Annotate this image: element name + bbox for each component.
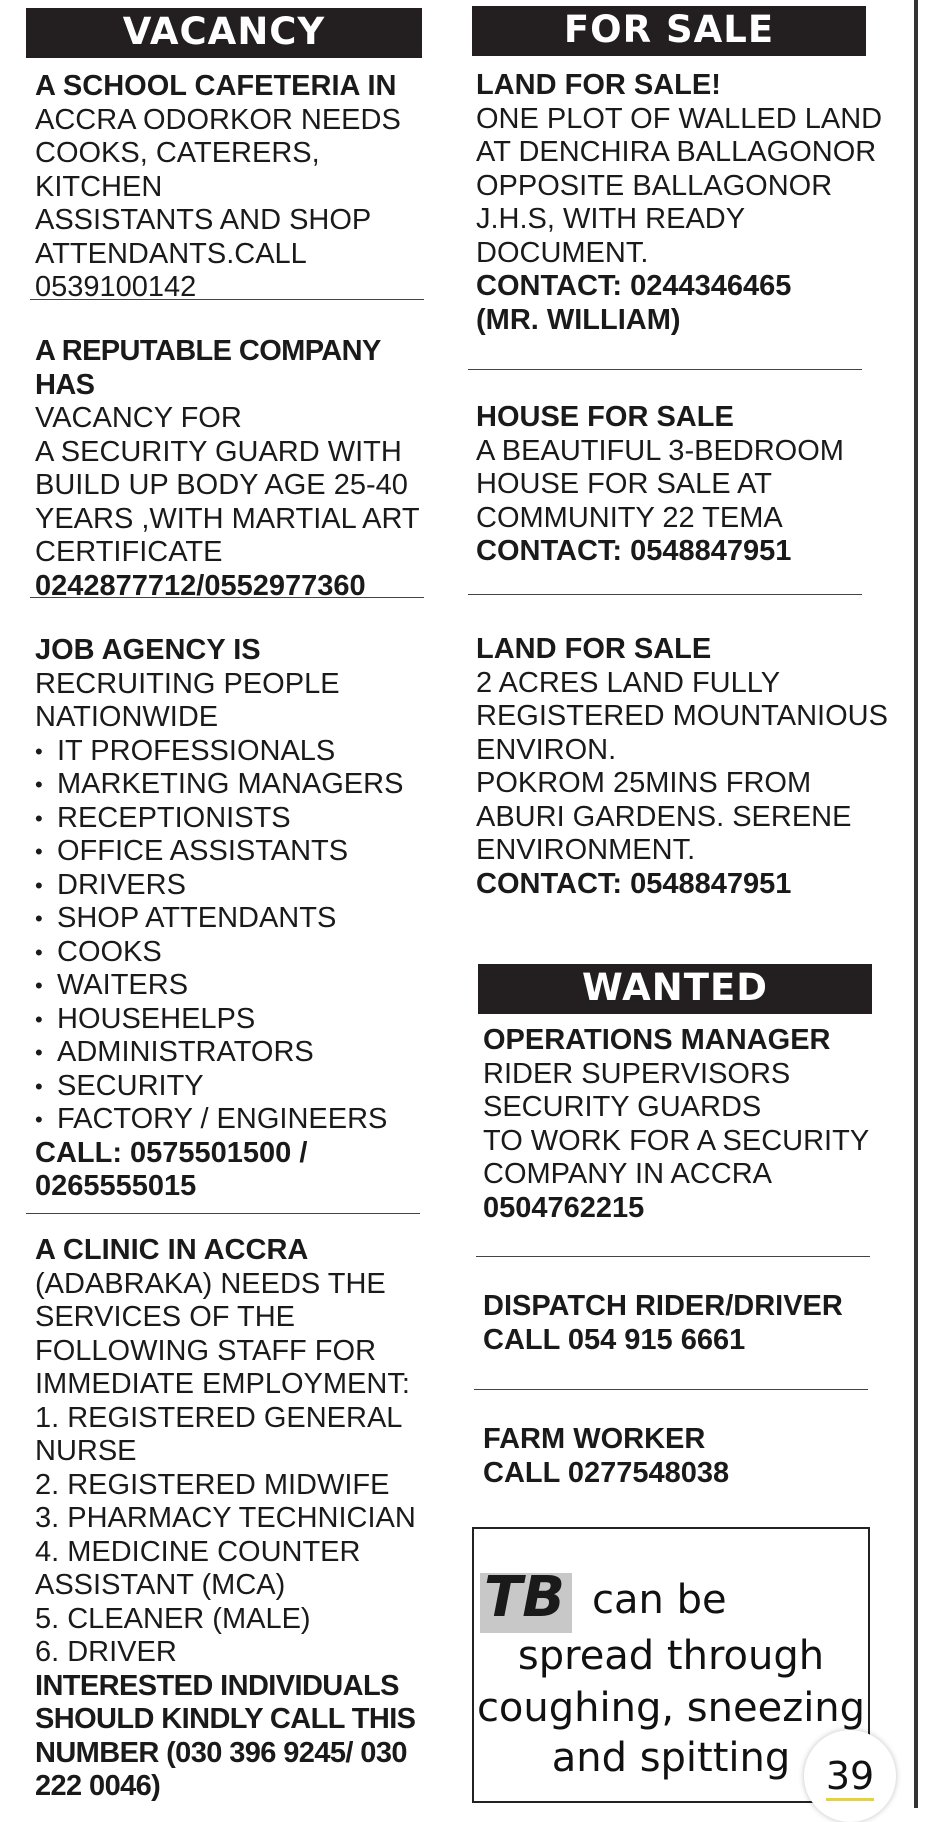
ad-line: 6. DRIVER: [35, 1636, 177, 1668]
ad-contact: NUMBER (030 396 9245/ 030: [35, 1736, 407, 1769]
ad-line: YEARS ,WITH MARTIAL ART: [35, 502, 420, 535]
ad-house-tema: [476, 401, 896, 569]
role-list: [35, 735, 435, 1137]
divider: [468, 594, 862, 595]
role-item: • ADMINISTRATORS: [35, 1036, 435, 1070]
ad-school-cafeteria: [35, 70, 435, 305]
role-item: • DRIVERS: [35, 869, 435, 903]
role-item: • FACTORY / ENGINEERS: [35, 1103, 435, 1137]
ad-farm-worker: [483, 1423, 903, 1490]
role-item: • OFFICE ASSISTANTS: [35, 835, 435, 869]
ad-line: A BEAUTIFUL 3-BEDROOM: [476, 434, 844, 467]
ad-line: POKROM 25MINS FROM: [476, 767, 812, 799]
ad-contact: SHOULD KINDLY CALL THIS: [35, 1703, 416, 1735]
ad-line: AT DENCHIRA BALLAGONOR: [476, 136, 877, 168]
ad-line: A SECURITY GUARD WITH: [35, 435, 402, 468]
wanted-header: WANTED: [478, 964, 872, 1014]
ad-contact: INTERESTED INDIVIDUALS: [35, 1669, 399, 1702]
ad-contact: CONTACT: 0548847951: [476, 535, 792, 567]
ad-title: LAND FOR SALE!: [476, 69, 721, 101]
divider: [30, 597, 424, 598]
tb-title: TB: [484, 1565, 565, 1630]
ad-line: 2 ACRES LAND FULLY: [476, 666, 781, 699]
divider: [26, 1213, 420, 1214]
divider: [30, 299, 424, 300]
tb-line: spread through: [517, 1633, 825, 1679]
ad-line: J.H.S, WITH READY: [476, 203, 746, 235]
ad-line: ENVIRON.: [476, 733, 617, 766]
page-edge: [914, 0, 918, 1808]
ad-title: A SCHOOL CAFETERIA IN: [35, 70, 397, 102]
for-sale-header: FOR SALE: [472, 6, 866, 56]
role-item: • SHOP ATTENDANTS: [35, 902, 435, 936]
ad-dispatch-rider: [483, 1290, 903, 1357]
ad-line: VACANCY FOR: [35, 402, 242, 434]
ad-job-agency: [35, 634, 435, 1204]
ad-clinic: [35, 1234, 435, 1804]
ad-line: ASSISTANTS AND SHOP: [35, 204, 372, 236]
ad-title: A CLINIC IN ACCRA: [35, 1234, 309, 1266]
ad-line: RIDER SUPERVISORS: [483, 1057, 791, 1090]
ad-contact: 0265555015: [35, 1170, 197, 1202]
ad-title: A REPUTABLE COMPANY HAS: [35, 335, 381, 401]
ad-line: 2. REGISTERED MIDWIFE: [35, 1468, 390, 1501]
ad-line: 5. CLEANER (MALE): [35, 1602, 311, 1635]
ad-line: ACCRA ODORKOR NEEDS: [35, 103, 401, 136]
ad-line: NURSE: [35, 1435, 137, 1467]
vacancy-header: VACANCY: [26, 8, 422, 58]
ad-line: ONE PLOT OF WALLED LAND: [476, 102, 883, 135]
ad-line: COMPANY IN ACCRA: [483, 1158, 772, 1190]
ad-land-denchira: [476, 69, 896, 337]
ad-contact: CONTACT: 0548847951: [476, 867, 792, 900]
role-item: • MARKETING MANAGERS: [35, 768, 435, 802]
ad-title: HOUSE FOR SALE: [476, 401, 734, 433]
ad-line: CERTIFICATE: [35, 536, 223, 568]
divider: [468, 369, 862, 370]
divider: [476, 1256, 870, 1257]
ad-contact: CALL: 0575501500 /: [35, 1136, 308, 1169]
ad-line: ATTENDANTS.CALL: [35, 237, 307, 270]
ad-line: NATIONWIDE: [35, 701, 219, 733]
ad-land-pokrom: [476, 633, 896, 901]
role-item: • WAITERS: [35, 969, 435, 1003]
ad-line: 3. PHARMACY TECHNICIAN: [35, 1502, 416, 1534]
tb-line: can be: [592, 1577, 727, 1623]
ad-line: COMMUNITY 22 TEMA: [476, 501, 783, 534]
ad-security-company: [35, 335, 435, 603]
ad-line: ASSISTANT (MCA): [35, 1569, 286, 1601]
role-item: • HOUSEHELPS: [35, 1003, 435, 1037]
ad-line: 4. MEDICINE COUNTER: [35, 1535, 361, 1568]
ad-contact: CALL 054 915 6661: [483, 1323, 746, 1356]
ad-line: OPPOSITE BALLAGONOR: [476, 169, 833, 202]
ad-line: HOUSE FOR SALE AT: [476, 468, 772, 500]
role-item: • IT PROFESSIONALS: [35, 735, 435, 769]
divider: [474, 1389, 868, 1390]
ad-contact: CONTACT: 0244346465: [476, 270, 792, 302]
ad-contact: CALL 0277548038: [483, 1456, 730, 1489]
ad-line: (ADABRAKA) NEEDS THE: [35, 1267, 386, 1300]
page-number: 39: [804, 1730, 896, 1822]
ad-contact: 0504762215: [483, 1191, 645, 1224]
ad-title: DISPATCH RIDER/DRIVER: [483, 1290, 843, 1322]
ad-contact: 222 0046): [35, 1770, 161, 1802]
ad-title: OPERATIONS MANAGER: [483, 1024, 831, 1056]
tb-line: coughing, sneezing: [476, 1685, 866, 1731]
ad-line: 1. REGISTERED GENERAL: [35, 1401, 403, 1434]
ad-line: RECRUITING PEOPLE: [35, 667, 340, 700]
ad-line: SECURITY GUARDS: [483, 1091, 762, 1123]
ad-line: 0539100142: [35, 271, 197, 303]
ad-line: REGISTERED MOUNTANIOUS: [476, 700, 888, 732]
tb-line: and spitting: [551, 1735, 791, 1781]
role-item: • COOKS: [35, 936, 435, 970]
ad-title: JOB AGENCY IS: [35, 634, 261, 666]
ad-line: TO WORK FOR A SECURITY: [483, 1124, 870, 1157]
ad-line: DOCUMENT.: [476, 236, 649, 269]
ad-line: COOKS, CATERERS, KITCHEN: [35, 137, 320, 203]
ad-line: ENVIRONMENT.: [476, 834, 696, 866]
role-item: • RECEPTIONISTS: [35, 802, 435, 836]
ad-title: FARM WORKER: [483, 1423, 706, 1455]
ad-line: SERVICES OF THE: [35, 1301, 295, 1333]
ad-contact: (MR. WILLIAM): [476, 303, 681, 336]
ad-line: BUILD UP BODY AGE 25-40: [35, 469, 408, 501]
ad-operations-manager: [483, 1024, 903, 1225]
ad-line: ABURI GARDENS. SERENE: [476, 800, 852, 833]
ad-contact: 0242877712/0552977360: [35, 569, 366, 602]
ad-title: LAND FOR SALE: [476, 633, 712, 665]
ad-line: FOLLOWING STAFF FOR: [35, 1334, 377, 1367]
role-item: • SECURITY: [35, 1070, 435, 1104]
ad-line: IMMEDIATE EMPLOYMENT:: [35, 1368, 410, 1400]
